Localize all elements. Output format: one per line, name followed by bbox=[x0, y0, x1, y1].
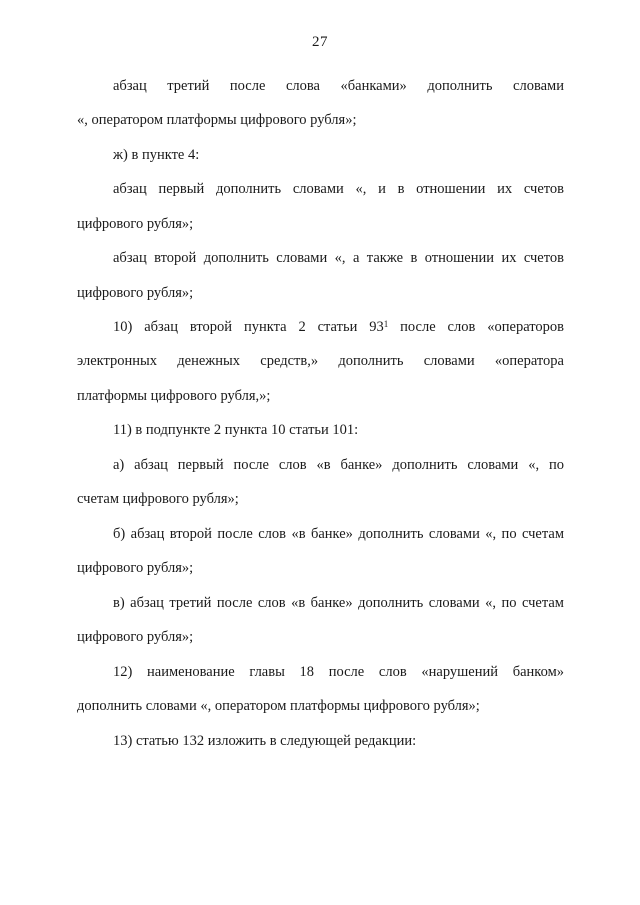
page-number: 27 bbox=[312, 34, 328, 50]
paragraph-line: абзац второй дополнить словами «, а также в отношении их счетов bbox=[113, 250, 564, 266]
paragraph-line: абзац третий после слова «банками» дополнить словами bbox=[113, 78, 564, 94]
paragraph-line bbox=[113, 318, 564, 336]
paragraph-line: в) абзац третий после слов «в банке» дополнить словами «, по счетам bbox=[113, 595, 564, 611]
paragraph-line: 11) в подпункте 2 пункта 10 статьи 101: bbox=[113, 422, 359, 438]
paragraph-line: цифрового рубля»; bbox=[77, 560, 194, 576]
paragraph-line: электронных денежных средств,» дополнить словами «оператора bbox=[77, 353, 564, 369]
paragraph-line: цифрового рубля»; bbox=[77, 216, 194, 232]
paragraph-line: цифрового рубля»; bbox=[77, 629, 194, 645]
paragraph-line: платформы цифрового рубля,»; bbox=[77, 388, 271, 404]
paragraph-text: после слов «операторов bbox=[388, 319, 564, 335]
paragraph-line: 12) наименование главы 18 после слов «нарушений банком» bbox=[113, 664, 564, 680]
paragraph-line: б) абзац второй после слов «в банке» дополнить словами «, по счетам bbox=[113, 526, 564, 542]
paragraph-line: счетам цифрового рубля»; bbox=[77, 491, 239, 507]
paragraph-line: абзац первый дополнить словами «, и в отношении их счетов bbox=[113, 181, 564, 197]
paragraph-line: 13) статью 132 изложить в следующей редакции: bbox=[113, 733, 417, 749]
paragraph-line: а) абзац первый после слов «в банке» дополнить словами «, по bbox=[113, 457, 564, 473]
paragraph-text: 10) абзац второй пункта 2 статьи 93 bbox=[113, 319, 384, 335]
superscript: 1 bbox=[383, 319, 389, 329]
paragraph-line: дополнить словами «, оператором платформы цифрового рубля»; bbox=[77, 698, 480, 714]
paragraph-line: «, оператором платформы цифрового рубля»; bbox=[77, 112, 357, 128]
paragraph-line: цифрового рубля»; bbox=[77, 285, 194, 301]
paragraph-line: ж) в пункте 4: bbox=[113, 147, 200, 163]
